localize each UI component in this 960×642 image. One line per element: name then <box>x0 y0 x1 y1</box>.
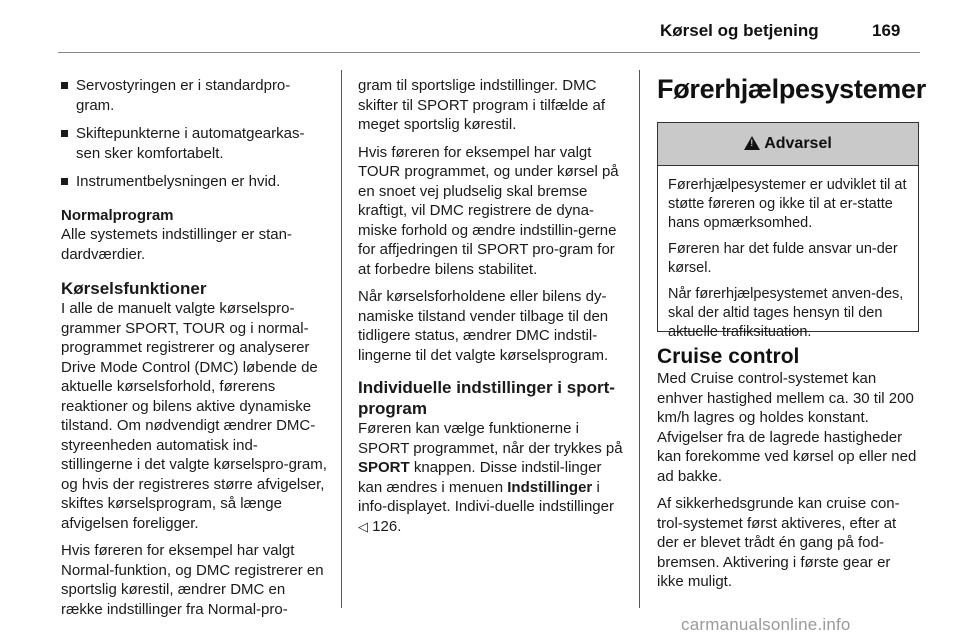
main-heading: Førerhjælpesystemer <box>657 74 926 104</box>
bullet-text: Skiftepunkterne i automatgearkas-sen sker komfortabelt. <box>76 125 305 162</box>
warning-header <box>658 123 918 166</box>
right-column <box>657 74 926 104</box>
bullet-text: Instrumentbelysningen er hvid. <box>76 173 281 190</box>
list-item <box>61 124 328 163</box>
warning-triangle-icon: ! <box>744 136 760 150</box>
indstillinger-menu-label: Indstillinger <box>507 478 593 496</box>
cruise-control-section <box>657 344 919 600</box>
paragraph: Hvis føreren for eksempel har valgt TOUR programmet, og under kørsel på en snoet vej pludselig skal bremse kraftigt, vil DMC registrere de dyna-miske forhold og ændre indstillin-gerne for affjedringen til SPORT pro-gram for at forbedre bilens stabilitet. <box>358 143 619 278</box>
paragraph: Af sikkerhedsgrunde kan cruise con-trol-systemet først aktiveres, efter at der er blevet trådt én gang på fod-bremsen. Aktivering i første gear er ikke muligt. <box>657 495 900 590</box>
page-reference: 126. <box>368 517 402 535</box>
bullet-list <box>61 76 328 192</box>
column-divider <box>341 70 342 608</box>
bullet-square-icon <box>61 82 68 89</box>
normalprogram-title: Normalprogram <box>61 206 174 224</box>
warning-body <box>658 166 918 342</box>
section-heading-individuelle-indstillinger: Individuelle indstillinger i sport-program <box>358 378 615 418</box>
paragraph: Når kørselsforholdene eller bilens dy-namiske tilstand vender tilbage til den tidligere status, ændrer DMC indstil-lingerne til det valgte kørselsprogram. <box>358 288 609 364</box>
warning-paragraph: Når førerhjælpesystemet anven-des, skal der altid tages hensyn til den aktuelle trafiksituation. <box>668 286 904 340</box>
text-run: Føreren kan vælge funktionerne i SPORT programmet, når der trykkes på <box>358 420 623 457</box>
paragraph: Med Cruise control-systemet kan enhver hastighed mellem ca. 30 til 200 km/h lagres og holdes konstant. Afvigelser fra de lagrede hastigheder kan forekomme ved kørsel op eller ned ad bakke. <box>657 370 917 485</box>
bullet-text: Servostyringen er i standardpro-gram. <box>76 77 291 114</box>
warning-paragraph: Førerhjælpesystemer er udviklet til at støtte føreren og ikke til at er-statte hans opmærksomhed. <box>668 177 907 231</box>
bullet-square-icon <box>61 130 68 137</box>
list-item <box>61 172 328 192</box>
paragraph-individual-settings <box>358 419 628 536</box>
page-number: 169 <box>872 21 901 40</box>
list-item <box>61 76 328 115</box>
cruise-control-heading: Cruise control <box>657 345 800 368</box>
paragraph: gram til sportslige indstillinger. DMC skifter til SPORT program i tilfælde af meget sportslig kørestil. <box>358 77 606 133</box>
paragraph: Hvis føreren for eksempel har valgt Normal-funktion, og DMC registrerer en sportslig kørestil, ændrer DMC en række indstillinger fra Normal-pro- <box>61 542 324 618</box>
warning-title: Advarsel <box>764 135 832 152</box>
text-run: knappen. Disse indstil-linger kan ændres i menuen <box>358 459 602 496</box>
paragraph: I alle de manuelt valgte kørselspro-grammer SPORT, TOUR og i normal-programmet registrerer og analyserer Drive Mode Control (DMC) løbende de aktuelle kørselsforhold, førerens reaktioner og bilens aktive dynamiske tilstand. Om nødvendigt ændrer DMC-styreenheden automatisk ind-stillingerne i det valgte kørselspro-gram, og hvis der registreres større afvigelser, skiftes kørselsprogram, så længe afvigelsen foreligger. <box>61 300 327 532</box>
page-reference-arrow-icon: ◁ <box>358 518 368 534</box>
normalprogram-text: Alle systemets indstillinger er stan-dardværdier. <box>61 226 292 263</box>
watermark: carmanualsonline.info <box>681 615 851 634</box>
column-divider <box>639 70 640 608</box>
left-column <box>61 76 328 627</box>
warning-box <box>657 122 919 340</box>
text-run: i info-displayet. Indivi-duelle indstillinger <box>358 478 614 515</box>
warning-paragraph: Føreren har det fulde ansvar un-der kørsel. <box>668 241 898 276</box>
page-header-title: Kørsel og betjening <box>660 21 819 40</box>
header-rule <box>58 52 920 53</box>
sport-button-label: SPORT <box>358 459 410 476</box>
section-heading-koerselsfunktioner: Kørselsfunktioner <box>61 279 207 298</box>
bullet-square-icon <box>61 178 68 185</box>
middle-column <box>358 76 628 544</box>
